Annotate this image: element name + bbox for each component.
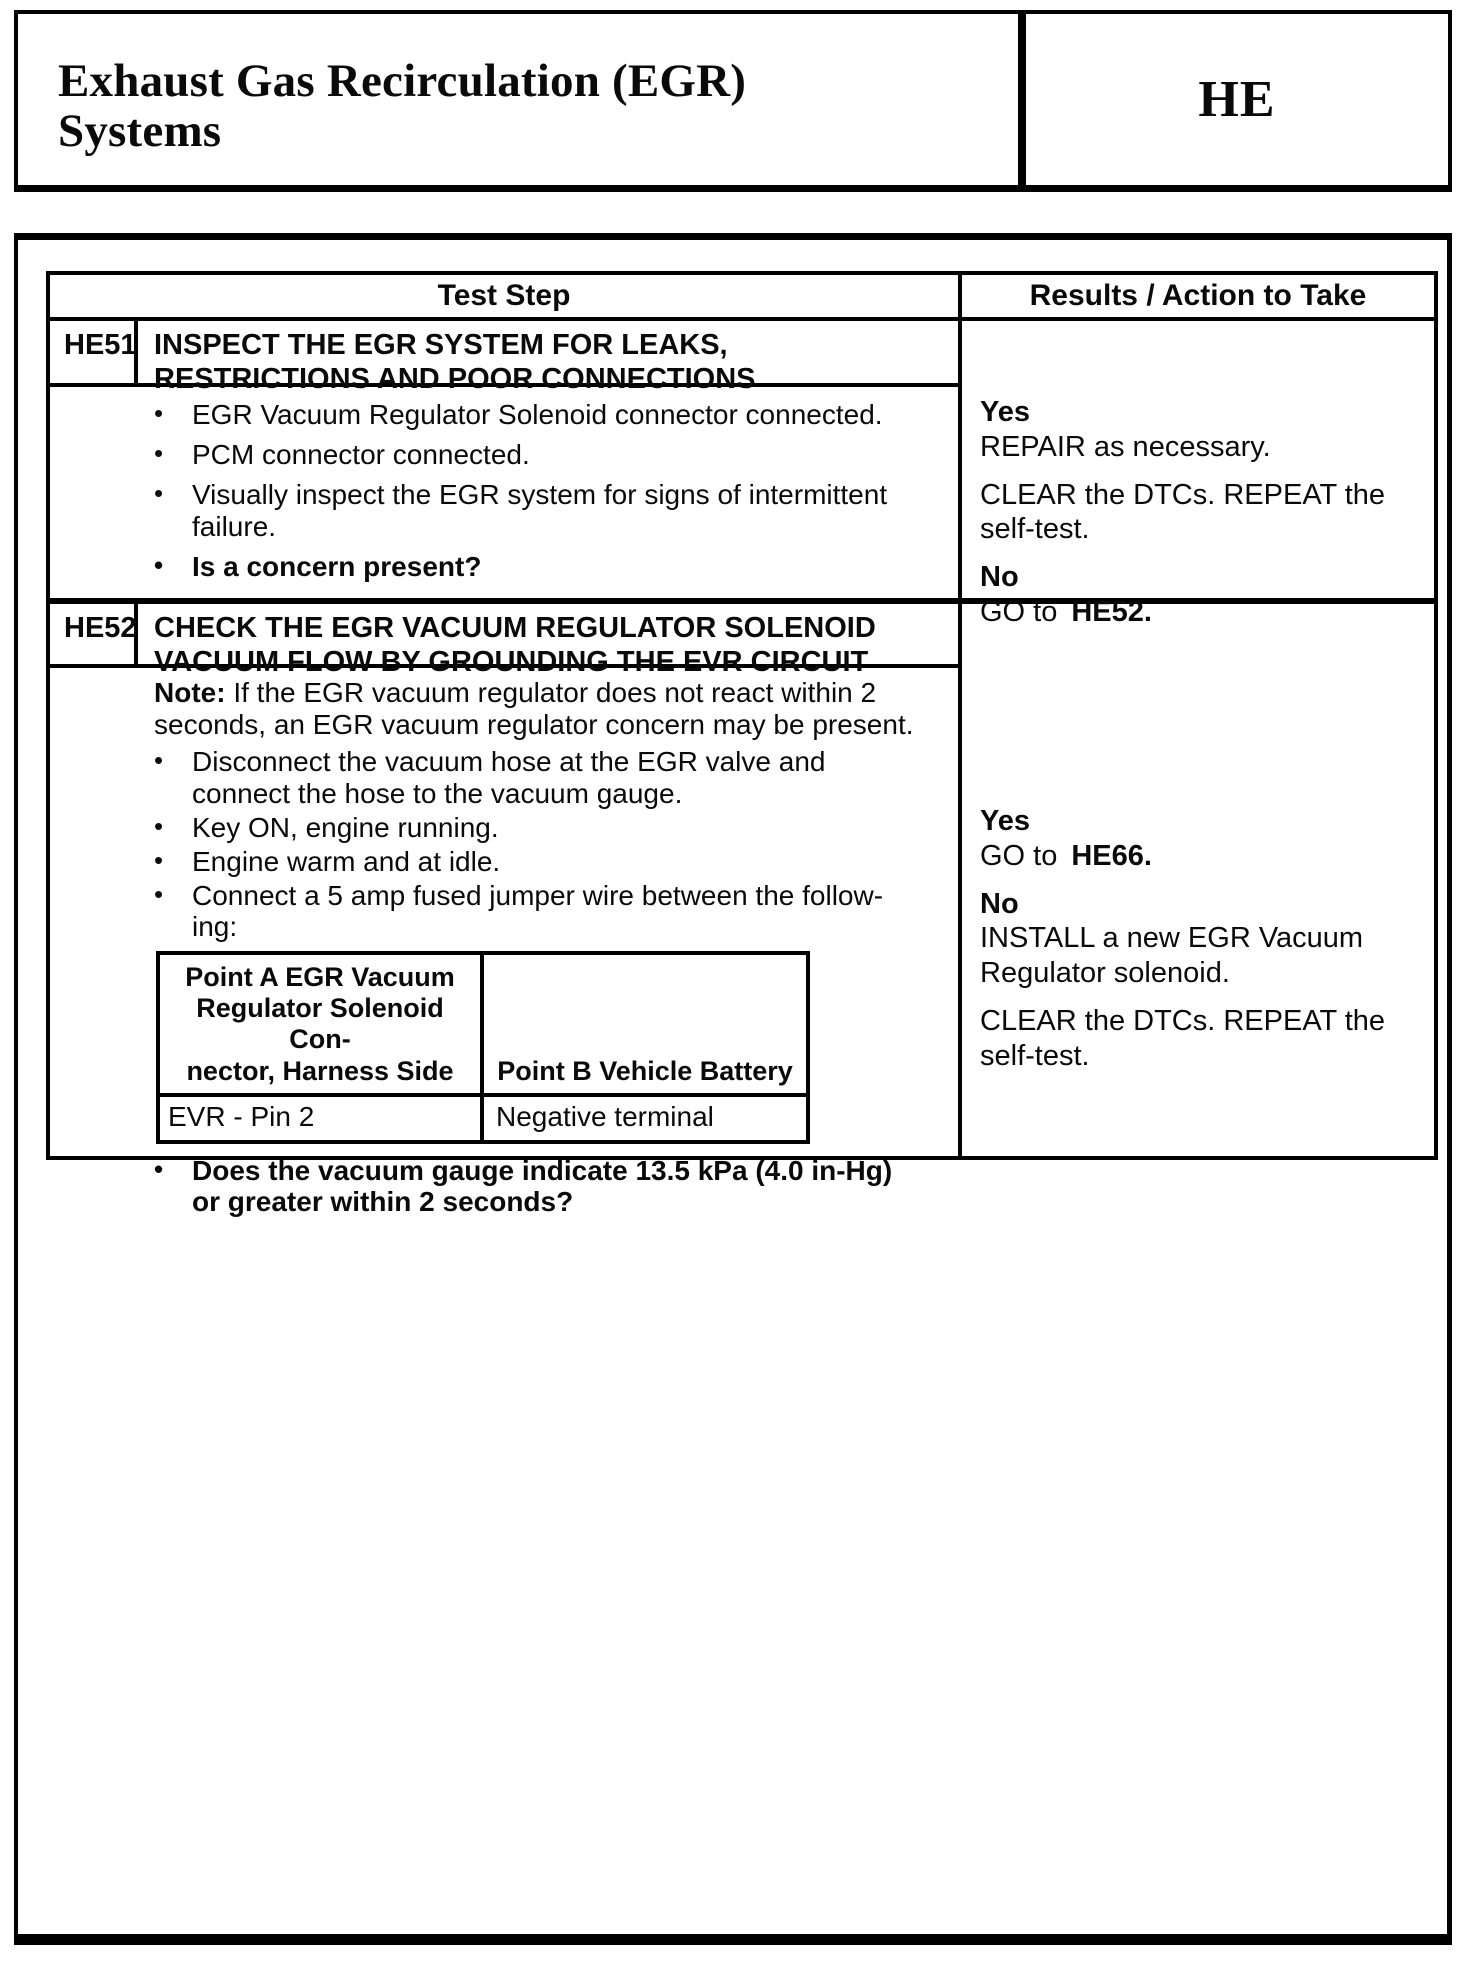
list-item <box>50 439 930 471</box>
page-title-line1: Exhaust Gas Recirculation (EGR) <box>58 55 747 107</box>
he52-test-step-cell <box>50 604 962 1218</box>
he51-title-line2: RESTRICTIONS AND POOR CONNECTIONS <box>154 362 756 395</box>
point-b-text: Point B Vehicle Battery <box>497 1055 793 1086</box>
he52-test-body <box>50 668 958 1218</box>
pinpoint-test-table <box>46 271 1438 1218</box>
jumper-wire-table <box>156 951 810 1143</box>
bullet-text: Is a concern present? <box>192 550 482 582</box>
point-a-line1: Point A EGR Vacuum <box>185 962 455 993</box>
he52-results <box>962 604 1434 1074</box>
document-title-cell <box>18 14 1026 185</box>
bullet-icon: • <box>154 477 164 508</box>
he52-test-title <box>138 604 892 678</box>
bullet-text: Key ON, engine running. <box>192 811 499 843</box>
results-header-cell <box>962 275 1434 317</box>
note-line1: If the EGR vacuum regulator does not react within 2 <box>233 677 877 708</box>
bullet-text-line2: ing: <box>192 911 238 943</box>
jumper-table-header-row <box>160 955 806 1096</box>
he51-results-cell <box>962 321 1434 628</box>
bullet-text: PCM connector connected. <box>192 438 530 470</box>
bullet-icon: • <box>154 1153 164 1184</box>
point-b-header <box>484 955 806 1092</box>
he51-title-row <box>50 321 958 395</box>
no-action-2-line1: CLEAR the DTCs. REPEAT the <box>980 1004 1386 1037</box>
list-item <box>50 812 930 844</box>
yes-action-2 <box>980 478 1420 548</box>
he51-test-step-cell <box>50 321 962 598</box>
jumper-table-data-row <box>160 1097 806 1140</box>
no-action-line1: INSTALL a new EGR Vacuum <box>980 922 1364 955</box>
goto-target: HE66. <box>1071 839 1152 872</box>
he51-test-title <box>138 321 772 395</box>
list-item-question <box>50 551 930 583</box>
bullet-icon: • <box>154 437 164 468</box>
question-line2: or greater within 2 seconds? <box>192 1186 574 1218</box>
bullet-text <box>192 1155 930 1219</box>
document-header <box>14 10 1452 192</box>
bullet-text-line1: Disconnect the vacuum hose at the EGR valve and <box>192 745 826 777</box>
yes-action-2-line2: self-test. <box>980 513 1090 546</box>
yes-label: Yes <box>980 396 1030 428</box>
point-a-header <box>160 955 484 1092</box>
he51-test-body <box>50 387 958 583</box>
question-line1: Does the vacuum gauge indicate 13.5 kPa (4.0 in-Hg) <box>192 1154 893 1186</box>
list-item-question <box>50 1155 930 1219</box>
bullet-text <box>192 880 930 944</box>
bullet-text-line2: failure. <box>192 510 277 542</box>
list-item <box>50 846 930 878</box>
he52-title-line1: CHECK THE EGR VACUUM REGULATOR SOLENOID <box>154 612 876 644</box>
point-a-line2: Regulator Solenoid Con- <box>196 993 444 1055</box>
no-action-2 <box>980 1004 1420 1074</box>
no-action-line2: Regulator solenoid. <box>980 957 1230 990</box>
note-line2: seconds, an EGR vacuum regulator concern may be present. <box>154 709 914 741</box>
no-action-2-line2: self-test. <box>980 1039 1090 1072</box>
page-title-line2: Systems <box>58 105 222 158</box>
note-block <box>154 677 930 742</box>
goto-prefix: GO to <box>980 595 1058 628</box>
point-a-line3: nector, Harness Side <box>186 1055 454 1086</box>
no-action <box>980 921 1420 991</box>
list-item <box>50 880 930 944</box>
test-step-header: Test Step <box>437 279 571 312</box>
table-row-he52 <box>50 604 1434 1218</box>
point-b-value: Negative terminal <box>496 1100 714 1132</box>
bullet-icon: • <box>154 549 164 580</box>
bullet-icon: • <box>154 844 164 875</box>
test-step-header-cell <box>50 275 962 317</box>
yes-label: Yes <box>980 805 1030 837</box>
he51-test-id: HE51 <box>50 321 138 383</box>
bullet-text <box>192 479 930 543</box>
yes-action <box>980 839 1420 874</box>
goto-prefix: GO to <box>980 839 1058 872</box>
no-label: No <box>980 887 1019 920</box>
list-item <box>50 746 930 810</box>
bullet-text-line2: connect the hose to the vacuum gauge. <box>192 777 683 809</box>
he52-results-cell <box>962 604 1434 1156</box>
note-label: Note: <box>154 677 226 708</box>
section-code-cell <box>1026 14 1448 185</box>
no-label: No <box>980 561 1019 594</box>
results-header: Results / Action to Take <box>1029 279 1367 312</box>
list-item <box>50 399 930 431</box>
bullet-icon: • <box>154 744 164 775</box>
bullet-text: Engine warm and at idle. <box>192 845 501 877</box>
goto-target: HE52. <box>1071 595 1152 628</box>
bullet-icon: • <box>154 878 164 909</box>
list-item <box>50 479 930 543</box>
bullet-text: EGR Vacuum Regulator Solenoid connector connected. <box>192 399 883 430</box>
he52-test-id: HE52 <box>50 604 138 664</box>
he52-title-line2: VACUUM FLOW BY GROUNDING THE EVR CIRCUIT <box>154 645 869 678</box>
he51-title-line1: INSPECT THE EGR SYSTEM FOR LEAKS, <box>154 329 728 361</box>
bullet-icon: • <box>154 398 164 428</box>
bullet-icon: • <box>154 810 164 841</box>
table-header-row <box>50 275 1434 321</box>
bullet-text-line1: Connect a 5 amp fused jumper wire between the follow- <box>192 879 884 911</box>
page-title <box>58 56 998 157</box>
he51-results <box>962 321 1434 630</box>
bullet-text <box>192 746 930 810</box>
he52-title-row <box>50 604 958 678</box>
yes-action: REPAIR as necessary. <box>980 430 1271 463</box>
point-a-value: EVR - Pin 2 <box>160 1097 484 1140</box>
bullet-text-line1: Visually inspect the EGR system for signs of intermittent <box>192 478 888 510</box>
section-code: HE <box>1198 71 1276 128</box>
yes-action-2-line1: CLEAR the DTCs. REPEAT the <box>980 478 1386 511</box>
